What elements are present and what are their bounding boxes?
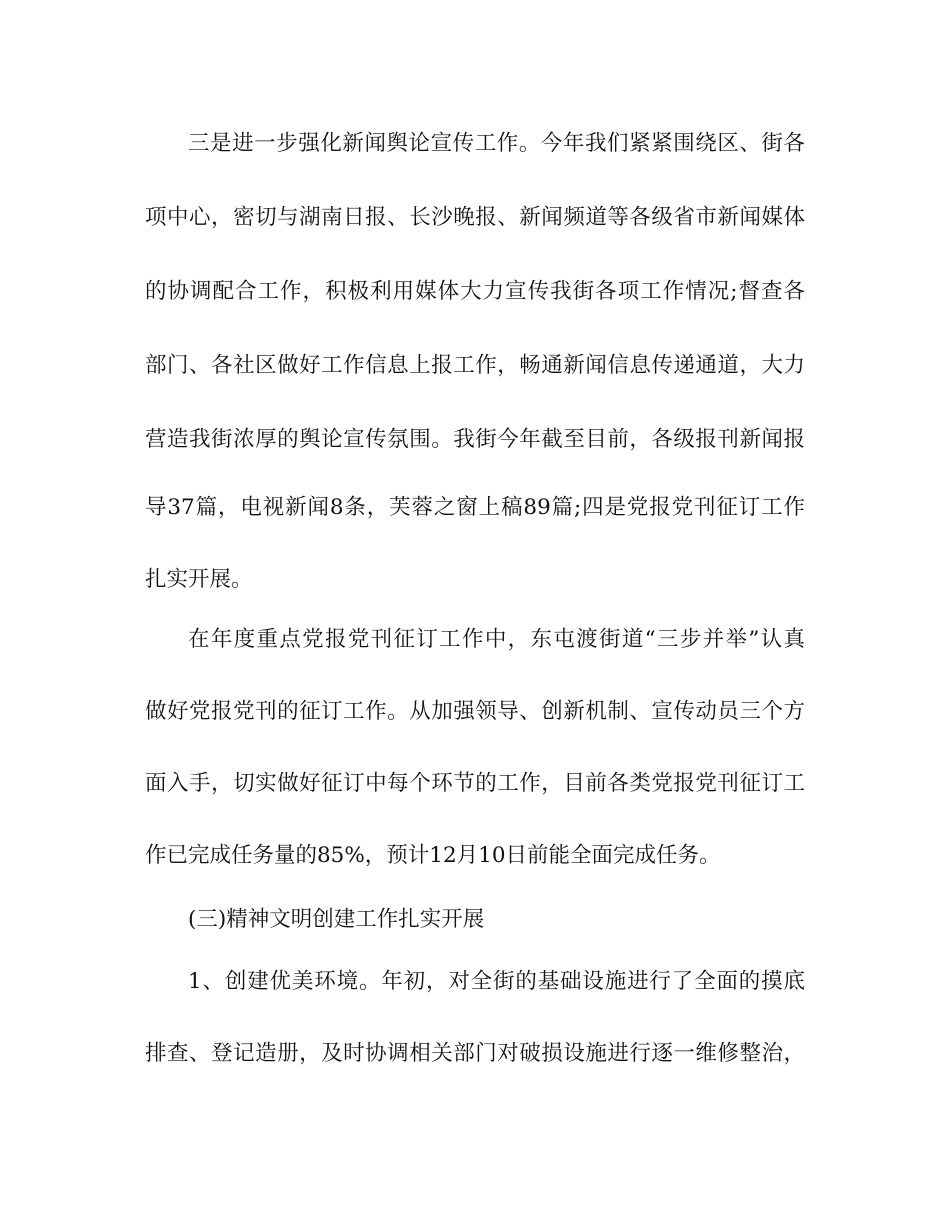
section-heading: (三)精神文明创建工作扎实开展 — [188, 907, 485, 932]
paragraph-line: 扎实开展。 — [145, 567, 253, 592]
paragraph-line: 的协调配合工作，积极利用媒体大力宣传我街各项工作情况;督查各 — [145, 279, 805, 304]
paragraph-line: 排查、登记造册，及时协调相关部门对破损设施进行逐一维修整治， — [145, 1041, 805, 1066]
paragraph-line: 营造我街浓厚的舆论宣传氛围。我街今年截至目前，各级报刊新闻报 — [145, 427, 805, 452]
paragraph-line: 1、创建优美环境。年初，对全街的基础设施进行了全面的摸底 — [188, 969, 805, 994]
paragraph-line: 项中心，密切与湖南日报、长沙晚报、新闻频道等各级省市新闻媒体 — [145, 205, 805, 230]
paragraph-line: 作已完成任务量的85%，预计12月10日前能全面完成任务。 — [145, 843, 721, 868]
paragraph-line: 在年度重点党报党刊征订工作中，东屯渡街道“三步并举”认真 — [188, 627, 805, 652]
paragraph-line: 导37篇，电视新闻8条，芙蓉之窗上稿89篇;四是党报党刊征订工作 — [145, 495, 805, 520]
paragraph-line: 做好党报党刊的征订工作。从加强领导、创新机制、宣传动员三个方 — [145, 699, 805, 724]
paragraph-line: 三是进一步强化新闻舆论宣传工作。今年我们紧紧围绕区、街各 — [188, 131, 805, 156]
paragraph-line: 部门、各社区做好工作信息上报工作，畅通新闻信息传递通道，大力 — [145, 353, 805, 378]
paragraph-line: 面入手，切实做好征订中每个环节的工作，目前各类党报党刊征订工 — [145, 771, 805, 796]
